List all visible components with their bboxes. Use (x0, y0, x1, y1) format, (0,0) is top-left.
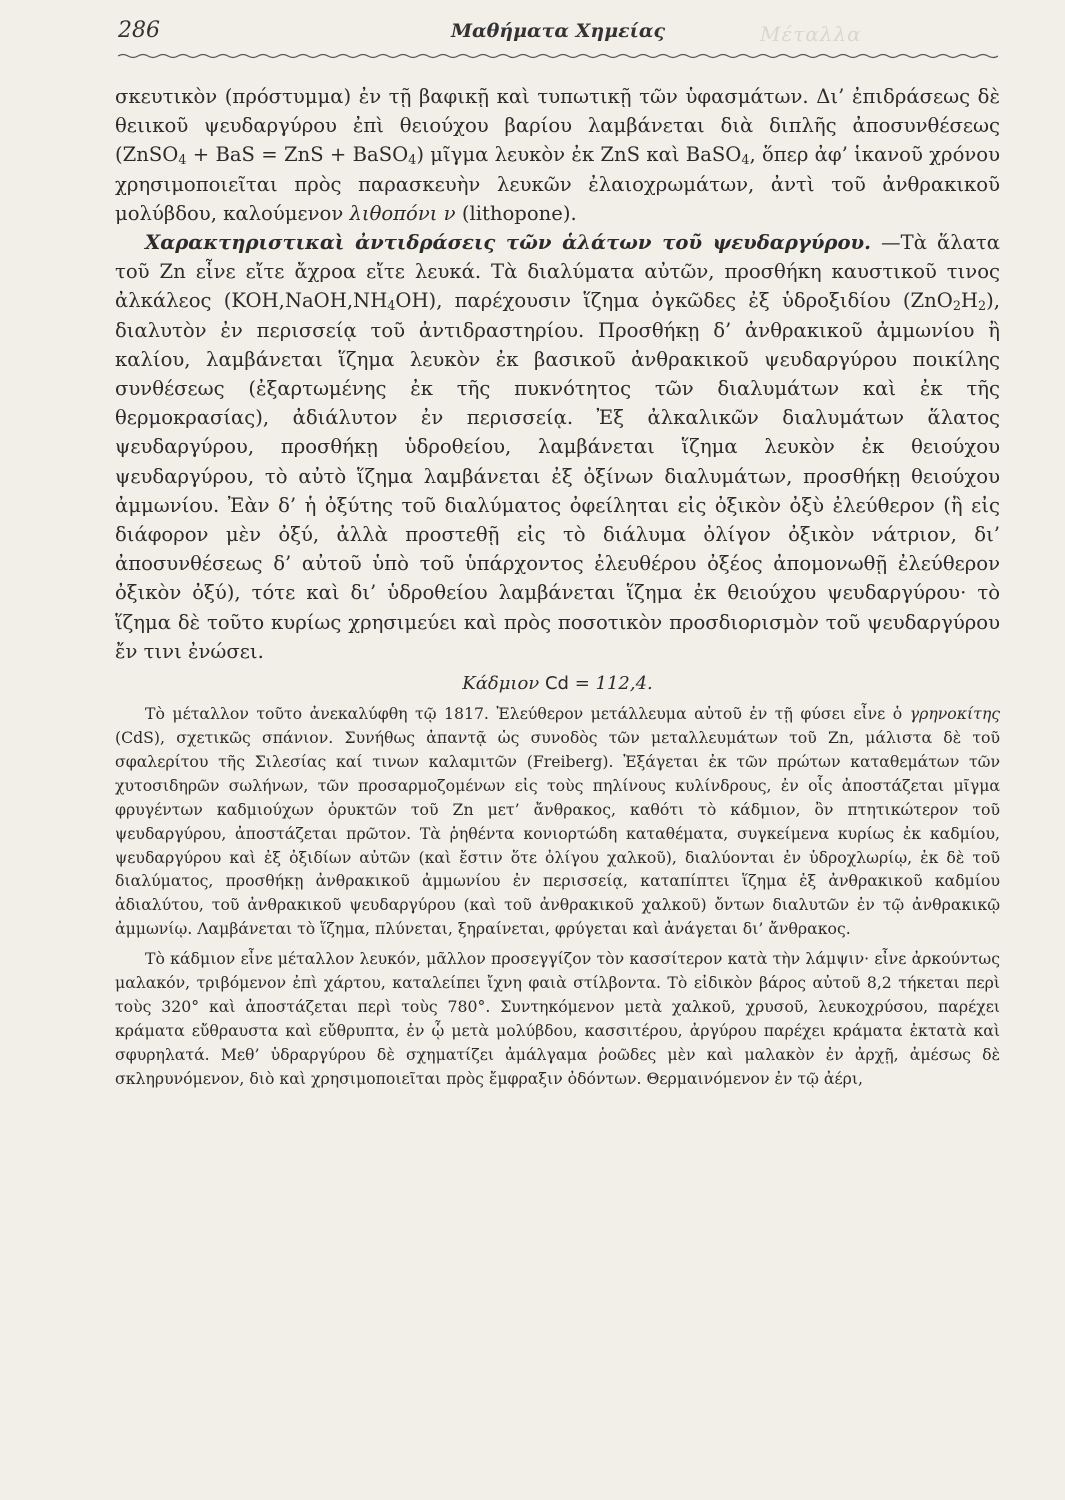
section-title-cadmium: Κάδμιον Cd = 112,4. (462, 673, 653, 695)
paragraph-zinc-reactions: Χαρακτηριστικαὶ ἀντιδράσεις τῶν ἁλάτων τοῦ ψευδαργύρου. —Τὰ ἅλατα τοῦ Zn εἶνε εἴτε ἄχροα εἴτε λευκά. Τὰ διαλύματα αὐτῶν, προσθήκη καυστικοῦ τινος ἀλκάλεος $(KOH,NaOH,NH_4OH)$, παρέχουσιν ἵζημα ὀγκῶδες ἐξ ὑδροξιδίου $(ZnO_2H_2)$, διαλυτὸν ἐν περισσείᾳ τοῦ ἀντιδραστηρίου. Προσθήκῃ δ’ ἀνθρακικοῦ ἀμμωνίου ἢ καλίου, λαμβάνεται ἵζημα λευκὸν ἐκ βασικοῦ ἀνθρακικοῦ ψευδαργύρου ποικίλης συνθέσεως (ἐξαρτωμένης ἐκ τῆς πυκνότητος τῶν διαλυμάτων καὶ ἐκ τῆς θερμοκρασίας), ἀδιάλυτον ἐν περισσείᾳ. Ἐξ ἀλκαλικῶν διαλυμάτων ἅλατος ψευδαργύρου, προσθήκῃ ὑδροθείου, λαμβάνεται ἵζημα λευκὸν ἐκ θειούχου ψευδαργύρου, τὸ αὐτὸ ἵζημα λαμβάνεται ἐξ ὀξίνων διαλυμάτων, προσθήκῃ θειούχου ἀμμωνίου. Ἐὰν δ’ ἡ ὀξύτης τοῦ διαλύματος ὀφείληται εἰς ὀξικὸν ὀξὺ ἐλεύθερον (ἢ εἰς διάφορον μὲν ὀξύ, ἀλλὰ προστεθῇ εἰς τὸ διάλυμα ὀλίγον ὀξικὸν νάτριον, δι’ ἀποσυνθέσεως δ’ αὐτοῦ ὑπὸ τοῦ ὑπάρχοντος ἐλευθέρου ὀξέος ἀπομονωθῇ ἐλεύθερον ὀξικὸν ὀξύ), τότε καὶ δι’ ὑδροθείου λαμβάνεται ἵζημα ἐκ θειούχου ψευδαργύρου· τὸ ἵζημα δὲ τοῦτο κυρίως χρησιμεύει καὶ πρὸς ποσοτικὸν προσδιορισμὸν τοῦ ψευδαργύρου ἔν τινι ἐνώσει. (115, 231, 1000, 663)
header-rule (118, 52, 998, 60)
term-greenockite: γρηνοκίτης (909, 704, 1000, 724)
subheading-zinc-reactions: Χαρακτηριστικαὶ ἀντιδράσεις τῶν ἁλάτων τοῦ ψευδαργύρου. (145, 231, 871, 255)
running-title: Μαθήματα Χημείας (450, 20, 666, 42)
term-lithoponi: λιθοπόνι ν (349, 201, 456, 225)
page-number: 286 (118, 18, 160, 43)
show-through-text: Μέταλλα (760, 22, 862, 46)
page-header (118, 14, 998, 54)
paragraph-cadmium-properties: Τὸ κάδμιον εἶνε μέταλλον λευκόν, μᾶλλον προσεγγίζον τὸν κασσίτερον κατὰ τὴν λάμψιν· εἶνε ἀρκούντως μαλακόν, τριβόμενον ἐπὶ χάρτου, καταλείπει ἴχνη φαιὰ στίλβοντα. Τὸ εἰδικὸν βάρος αὐτοῦ 8,2 τήκεται περὶ τοὺς 320° καὶ ἀποστάζεται περὶ τοὺς 780°. Συντηκόμενον μετὰ χαλκοῦ, χρυσοῦ, λευκοχρύσου, παρέχει κράματα εὔθραυστα καὶ εὔθρυπτα, ἐν ᾧ μετὰ μολύβδου, κασσιτέρου, ἀργύρου παρέχει κράματα ἐκτατὰ καὶ σφυρηλατά. Μεθ’ ὑδραργύρου δὲ σχηματίζει ἀμάλγαμα ῥοῶδες μὲν καὶ μαλακὸν ἐν ἀρχῇ, ἀμέσως δὲ σκληρυνόμενον, διὸ καὶ χρησιμοποιεῖται πρὸς ἔμφραξιν ὀδόντων. Θερμαινόμενον ἐν τῷ ἀέρι, (115, 949, 1000, 1088)
wavy-rule-line (118, 52, 998, 60)
cadmium-text (115, 702, 1000, 1091)
paragraph-cadmium-extraction: Τὸ μέταλλον τοῦτο ἀνεκαλύφθη τῷ 1817. Ἐλεύθερον μετάλλευμα αὐτοῦ ἐν τῇ φύσει εἶνε ὁ γρηνοκίτης (CdS), σχετικῶς σπάνιον. Συνήθως ἀπαντᾷ ὡς συνοδὸς τῶν μεταλλευμάτων τοῦ Zn, μάλιστα δὲ τοῦ σφαλερίτου τῆς Σιλεσίας καί τινων καλαμιτῶν (Freiberg). Ἐξάγεται ἐκ τῶν πρώτων καταθεμάτων τῶν χυτοσιδηρῶν σωλήνων, τῶν προσαρμοζομένων εἰς τοὺς πηλίνους κυλίνδρους, ἐν οἷς ἀποστάζεται μῖγμα φρυγέντων καδμιούχων ὀρυκτῶν τοῦ Zn μετ’ ἄνθρακος, καθότι τὸ κάδμιον, ὂν πτητικώτερον τοῦ ψευδαργύρου, ἀποστάζεται πρῶτον. Τὰ ῥηθέντα κονιορτώδη καταθέματα, συγκείμενα κυρίως ἐκ καδμίου, ψευδαργύρου καὶ ἐξ ὀξιδίων αὐτῶν (καὶ ἔστιν ὅτε ὀλίγου χαλκοῦ), διαλύονται ἐν ὑδροχλωρίῳ, ἐκ δὲ τοῦ διαλύματος, προσθήκῃ ἀνθρακικοῦ ἀμμωνίου ἐν περισσείᾳ, καταπίπτει ἵζημα ἐξ ἀνθρακικοῦ καδμίου ἀδιαλύτου, τοῦ ἀνθρακικοῦ ψευδαργύρου (καὶ τοῦ ἀνθρακικοῦ χαλκοῦ) ὄντων διαλυτῶν ἐν τῷ ἀνθρακικῷ ἀμμωνίῳ. Λαμβάνεται τὸ ἵζημα, πλύνεται, ξηραίνεται, φρύγεται καὶ ἀνάγεται δι’ ἄνθρακος. (115, 704, 1000, 939)
paragraph-lithopone: σκευτικὸν (πρόστυμμα) ἐν τῇ βαφικῇ καὶ τυπωτικῇ τῶν ὑφασμάτων. Δι’ ἐπιδράσεως δὲ θειικοῦ ψευδαργύρου ἐπὶ θειούχου βαρίου λαμβάνεται διὰ διπλῆς ἀποσυνθέσεως (ZnSO$_4$ + BaS = ZnS + BaSO$_4$) μῖγμα λευκὸν ἐκ ZnS καὶ BaSO$_4$, ὅπερ ἀφ’ ἱκανοῦ χρόνου χρησιμοποιεῖται πρὸς παρασκευὴν λευκῶν ἐλαιοχρωμάτων, ἀντὶ τοῦ ἀνθρακικοῦ μολύβδου, καλούμενον λιθοπόνι ν (lithopone). (115, 85, 1000, 225)
page-body (115, 82, 1000, 1091)
